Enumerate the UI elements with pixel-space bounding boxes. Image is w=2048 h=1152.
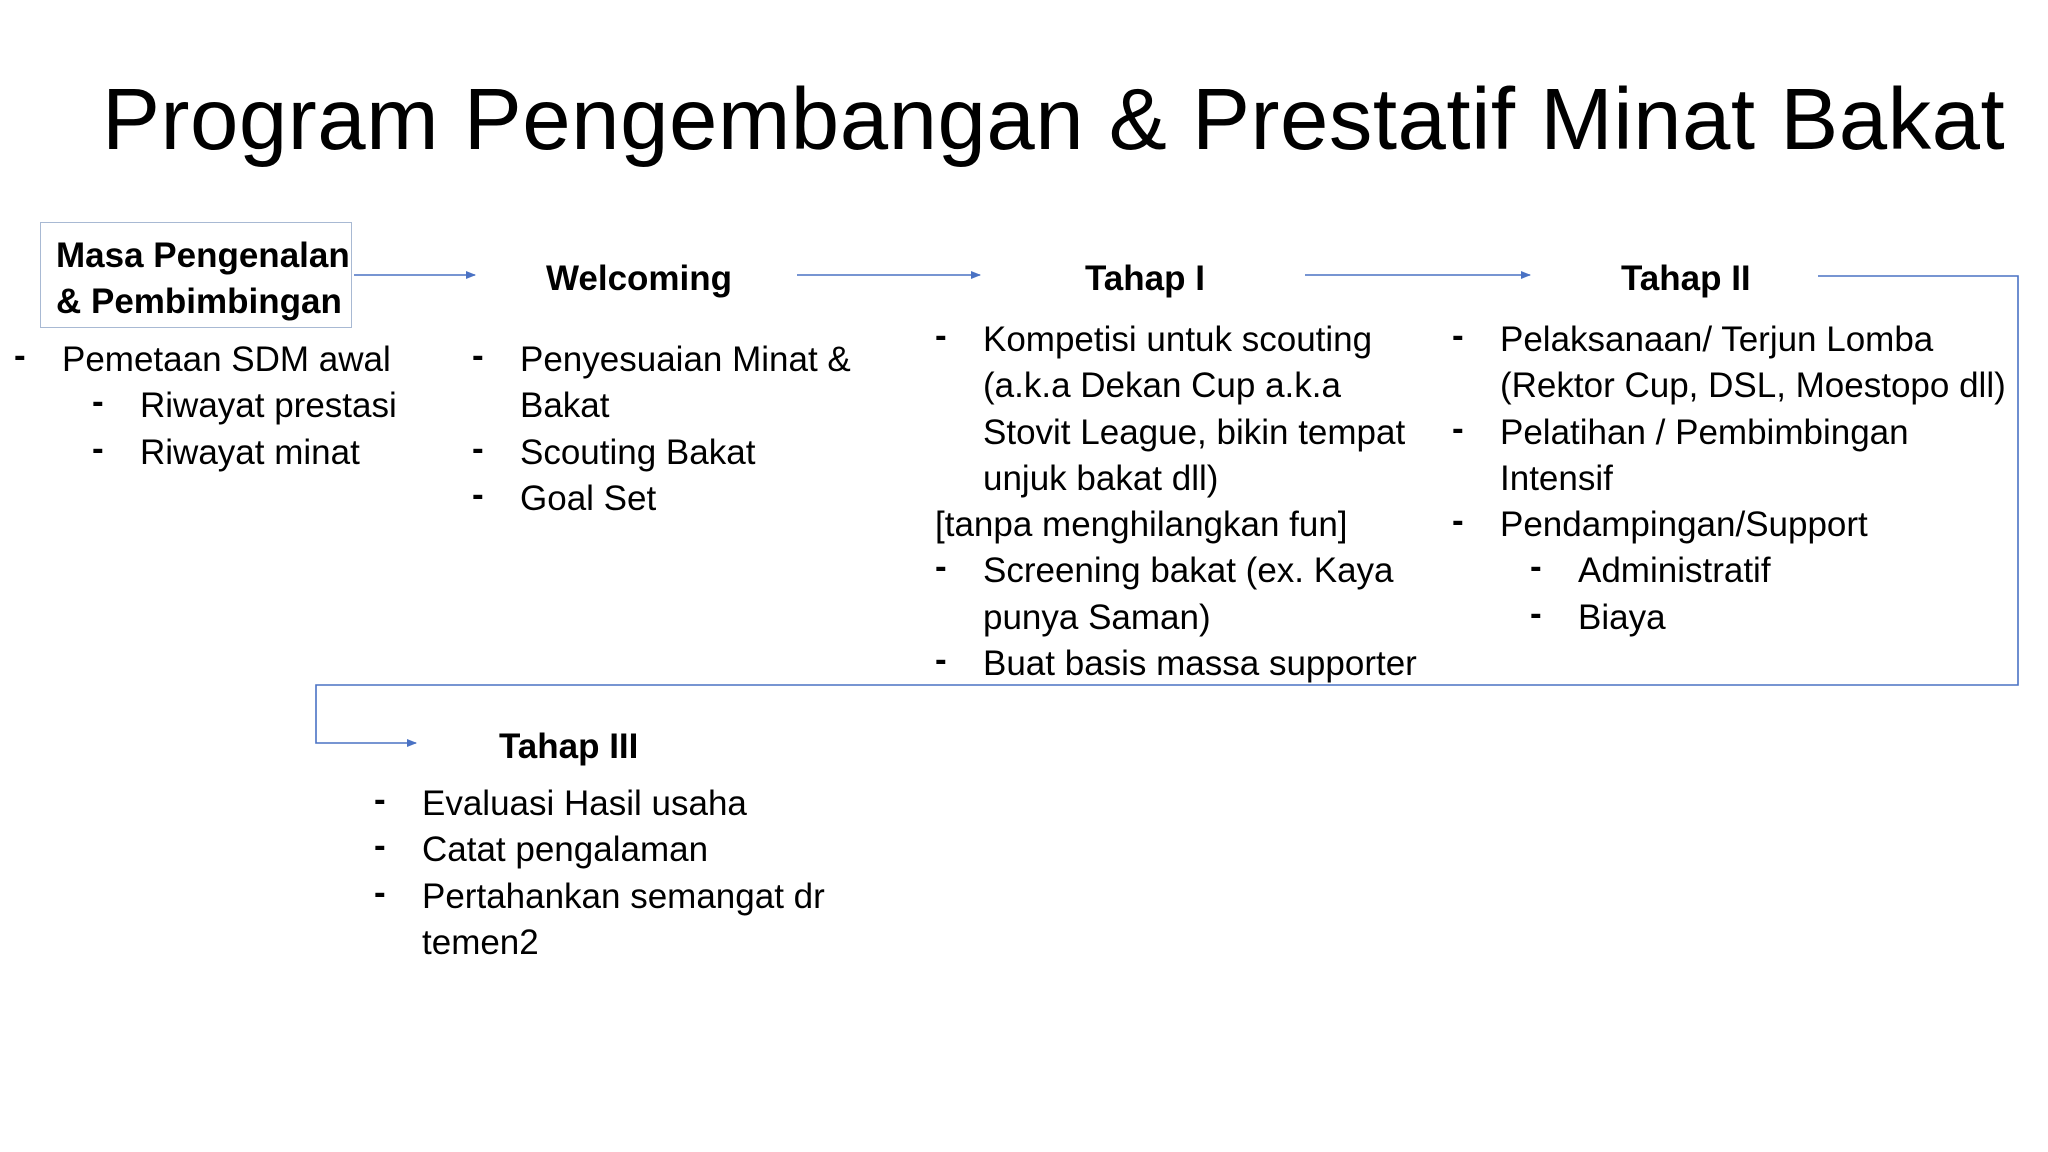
stage-tahap1-heading: Tahap I xyxy=(1085,259,1205,298)
stage-masa-pengenalan-box xyxy=(40,222,352,328)
list-item: - Scouting Bakat xyxy=(472,430,892,476)
stage-tahap3-list xyxy=(374,781,844,966)
list-subitem: - Biaya xyxy=(1530,595,2012,641)
list-item: - Pendampingan/Support xyxy=(1452,502,2012,548)
list-subitem: - Administratif xyxy=(1530,548,2012,594)
stage-tahap3-heading: Tahap III xyxy=(499,727,639,766)
stage-tahap2-heading: Tahap II xyxy=(1621,259,1751,298)
stage-masa-heading-line1: Masa Pengenalan xyxy=(56,236,350,275)
list-item: - Pertahankan semangat dr temen2 xyxy=(374,874,844,967)
list-subitem: - Riwayat prestasi xyxy=(92,383,454,429)
stage-masa-list xyxy=(14,337,454,476)
list-item: - Buat basis massa supporter xyxy=(935,641,1425,687)
slide-title: Program Pengembangan & Prestatif Minat Bakat xyxy=(102,71,2006,168)
list-item: - Catat pengalaman xyxy=(374,827,844,873)
stage-tahap1-list xyxy=(935,317,1425,687)
list-note: [tanpa menghilangkan fun] xyxy=(935,505,1348,545)
stage-welcoming-heading: Welcoming xyxy=(546,259,733,298)
list-item: - Pelatihan / Pembimbingan Intensif xyxy=(1452,410,2012,503)
list-subitem: - Riwayat minat xyxy=(92,430,454,476)
stage-masa-heading-line2: & Pembimbingan xyxy=(56,282,342,321)
list-item: - Kompetisi untuk scouting (a.k.a Dekan Cup a.k.a Stovit League, bikin tempat unjuk bakat dll) xyxy=(935,317,1425,502)
list-item: - Evaluasi Hasil usaha xyxy=(374,781,844,827)
list-item: - Screening bakat (ex. Kaya punya Saman) xyxy=(935,548,1425,641)
list-item: - Pemetaan SDM awal xyxy=(14,337,454,383)
list-item: - Penyesuaian Minat & Bakat xyxy=(472,337,892,430)
list-item: - Pelaksanaan/ Terjun Lomba (Rektor Cup, DSL, Moestopo dll) xyxy=(1452,317,2012,410)
stage-tahap2-list xyxy=(1452,317,2012,641)
stage-welcoming-list xyxy=(472,337,892,522)
list-item: - Goal Set xyxy=(472,476,892,522)
